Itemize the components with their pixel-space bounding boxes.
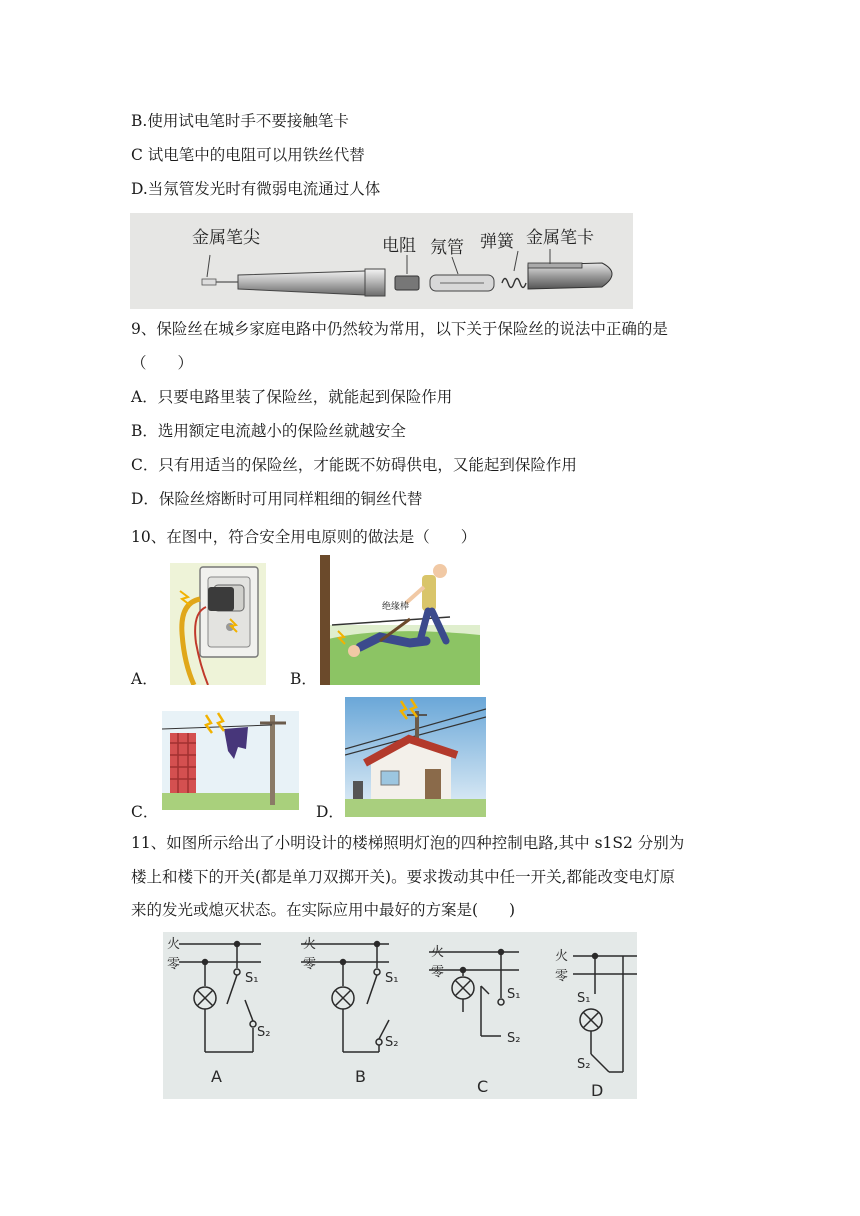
q10-image-b	[320, 555, 480, 685]
circuit-panel-d	[555, 948, 637, 1099]
s2-label-b: S₂	[385, 1035, 399, 1050]
q8-option-d: D.当氖管发光时有微弱电流通过人体	[131, 180, 381, 198]
test-pen-figure	[130, 213, 633, 309]
circuit-figure	[163, 932, 637, 1099]
neutral-label-b: 零	[303, 957, 317, 972]
q10-label-a: A．	[131, 670, 158, 688]
q8-option-b: B.使用试电笔时手不要接触笔卡	[131, 112, 349, 130]
q10-label-d: D．	[316, 803, 344, 821]
s2-label-c: S₂	[507, 1031, 521, 1046]
q8-option-c: C 试电笔中的电阻可以用铁丝代替	[131, 146, 365, 164]
panel-label-d: D	[591, 1081, 604, 1099]
label-metal-tip: 金属笔尖	[192, 228, 260, 248]
q9-option-d: D．保险丝熔断时可用同样粗细的铜丝代替	[131, 490, 423, 508]
panel-label-c: C	[477, 1077, 489, 1096]
s1-label-a: S₁	[245, 971, 259, 986]
panel-label-b: B	[355, 1067, 366, 1086]
q10-image-d	[345, 697, 486, 817]
fire-label-d: 火	[555, 949, 569, 964]
q10-label-b: B．	[290, 670, 317, 688]
label-spring: 弹簧	[480, 232, 514, 252]
neutral-label-a: 零	[167, 957, 181, 972]
s2-label-a: S₂	[257, 1025, 271, 1040]
fire-label-b: 火	[303, 937, 317, 952]
q9-option-b: B．选用额定电流越小的保险丝就越安全	[131, 422, 406, 440]
q11-stem-line3: 来的发光或熄灭状态。在实际应用中最好的方案是( )	[131, 901, 516, 919]
s1-label-d: S₁	[577, 991, 591, 1006]
label-neon-tube: 氖管	[430, 238, 464, 258]
q10-label-c: C．	[131, 803, 159, 821]
fire-label-a: 火	[167, 937, 181, 952]
panel-label-a: A	[211, 1067, 222, 1086]
label-metal-clip: 金属笔卡	[526, 228, 594, 248]
q9-option-a: A．只要电路里装了保险丝，就能起到保险作用	[131, 388, 453, 406]
neutral-label-d: 零	[555, 969, 569, 984]
q10-image-c	[162, 711, 299, 810]
q10-stem: 10、在图中，符合安全用电原则的做法是（ ）	[131, 528, 477, 546]
label-resistor: 电阻	[382, 236, 416, 256]
circuit-panel-b	[301, 936, 398, 1086]
circuit-panel-c	[429, 944, 520, 1096]
q9-stem-line2: （ ）	[131, 354, 194, 372]
neutral-label-c: 零	[431, 965, 445, 980]
circuit-panel-a	[167, 936, 270, 1086]
s2-label-d: S₂	[577, 1057, 591, 1072]
q10-image-a	[160, 563, 266, 685]
q11-stem-line2: 楼上和楼下的开关(都是单刀双掷开关)。要求拨动其中任一开关,都能改变电灯原	[131, 868, 676, 886]
q9-stem-line1: 9、保险丝在城乡家庭电路中仍然较为常用，以下关于保险丝的说法中正确的是	[131, 320, 668, 338]
s1-label-b: S₁	[385, 971, 399, 986]
q11-stem-line1: 11、如图所示给出了小明设计的楼梯照明灯泡的四种控制电路,其中 s1S2 分别为	[131, 834, 685, 852]
insulated-stick-label: 绝缘棒	[382, 602, 410, 612]
s1-label-c: S₁	[507, 987, 521, 1002]
fire-label-c: 火	[431, 945, 445, 960]
q9-option-c: C．只有用适当的保险丝，才能既不妨碍供电，又能起到保险作用	[131, 456, 577, 474]
